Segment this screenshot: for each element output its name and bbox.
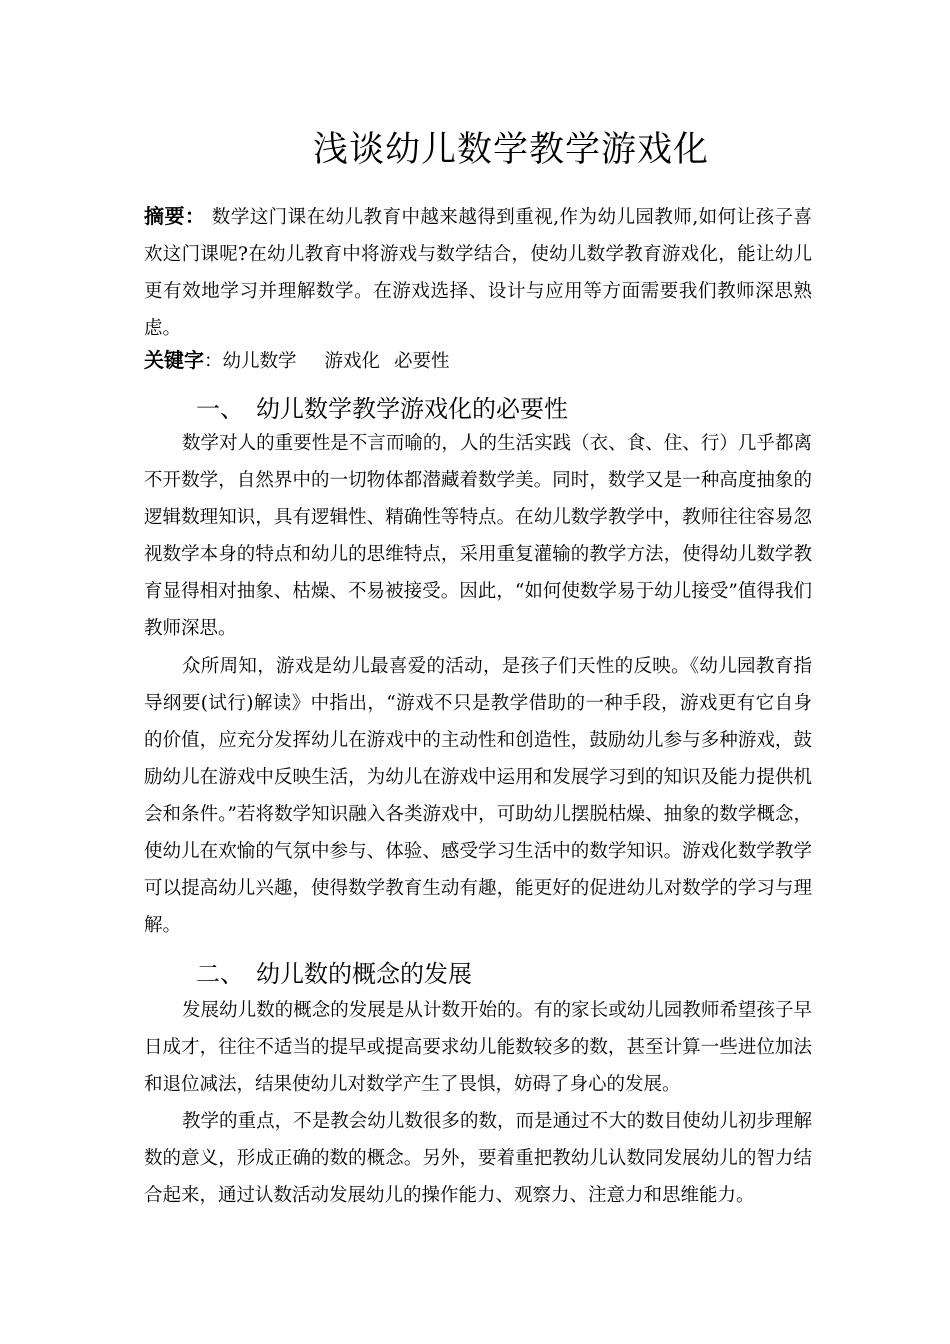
keyword-item: 必要性 [394, 351, 450, 372]
abstract [144, 198, 812, 347]
document-title: 浅谈幼儿数学教学游戏化 [312, 130, 709, 170]
section-title: 幼儿数的概念的发展 [256, 960, 472, 988]
keyword-item: 游戏化 [324, 351, 381, 372]
keywords-colon: ： [204, 351, 223, 372]
section-number: 一、 [196, 395, 244, 423]
paragraph: 发展幼儿数的概念的发展是从计数开始的。有的家长或幼儿园教师希望孩子早日成才，往往不适当的提早或提高要求幼儿能数较多的数，甚至计算一些进位加法和退位减法，结果使幼儿对数学产生了畏惧，妨碍了身心的发展。 [144, 1000, 812, 1095]
abstract-text: 数学这门课在幼儿教育中越来越得到重视,作为幼儿园教师,如何让孩子喜欢这门课呢?在幼儿教育中将游戏与数学结合，使幼儿数学教育游戏化，能让幼儿更有效地学习并理解数学。在游戏选择、设计与应用等方面需要我们教师深思熟虑。 [144, 207, 813, 339]
section-title: 幼儿数学教学游戏化的必要性 [256, 395, 568, 423]
paragraph: 数学对人的重要性是不言而喻的，人的生活实践（衣、食、住、行）几乎都离不开数学，自然界中的一切物体都潜藏着数学美。同时，数学又是一种高度抽象的逻辑数理知识，具有逻辑性、精确性等特点。在幼儿数学教学中，教师往往容易忽视数学本身的特点和幼儿的思维特点，采用重复灌输的教学方法，使得幼儿数学教育显得相对抽象、枯燥、不易被接受。因此，“如何使数学易于幼儿接受”值得我们教师深思。 [144, 433, 812, 639]
section-heading-1 [196, 393, 816, 425]
keywords-label: 关键字 [144, 348, 204, 372]
paragraph: 众所周知，游戏是幼儿最喜爱的活动，是孩子们天性的反映。《幼儿园教育指导纲要(试行)解读》中指出，“游戏不只是教学借助的一种手段，游戏更有它自身的价值，应充分发挥幼儿在游戏中的主动性和创造性，鼓励幼儿参与多种游戏，鼓励幼儿在游戏中反映生活，为幼儿在游戏中运用和发展学习到的知识及能力提供机会和条件。”若将数学知识融入各类游戏中，可助幼儿摆脱枯燥、抽象的数学概念，使幼儿在欢愉的气氛中参与、体验、感受学习生活中的数学知识。游戏化数学教学可以提高幼儿兴趣，使得数学教育生动有趣，能更好的促进幼儿对数学的学习与理解。 [144, 656, 812, 936]
abstract-label: 摘要： [144, 204, 206, 228]
paragraph: 教学的重点，不是教会幼儿数很多的数，而是通过不大的数目使幼儿初步理解数的意义，形成正确的数的概念。另外，要着重把教幼儿认数同发展幼儿的智力结合起来，通过认数活动发展幼儿的操作能力、观察力、注意力和思维能力。 [144, 1111, 812, 1206]
keyword-item: 幼儿数学 [222, 351, 297, 372]
section-number: 二、 [196, 960, 244, 988]
keywords [144, 345, 812, 377]
section-heading-2 [196, 958, 816, 990]
